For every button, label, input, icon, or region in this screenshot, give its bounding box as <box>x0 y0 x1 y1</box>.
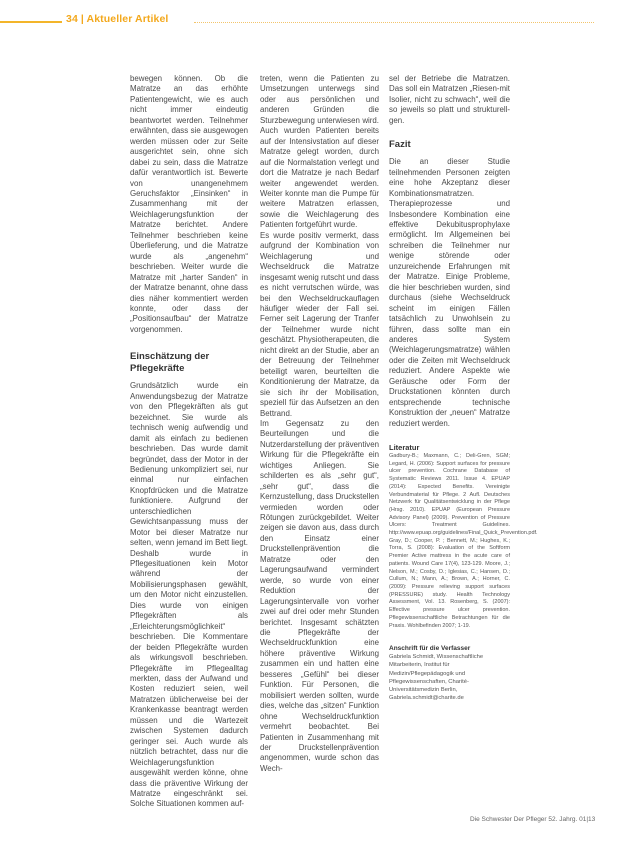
text-column-2 <box>260 74 379 774</box>
header-dotted-rule <box>194 22 594 23</box>
paragraph-col2-c: Im Gegensatz zu den Beurteilungen und die Nutzerdarstellung der präventiven Wirkung für die Pflegekräfte ein wichtiges Anliegen. Sie schilderten es als „sehr gut“, „sehr gut“, dass die Kernzustellung, dass Druckstellen vermieden worden oder Rötungen zurückgebildet. Weiter zeigen sie davon aus, dass durch den Einsatz einer Druckstellenprävention die Matratze oder den Lagerungsaufwand vermindert werde, so wurde von einer Reduktion der Lagerungsintervalle von vorher zwei auf drei oder mehr Stunden berichtet. Insgesamt schätzten die Pflegekräfte der Wechseldruckfunktion eine höhere präventive Wirkung zusammen ein und hatten eine besseres „Gefühl“ bei dieser Funktion. Für Personen, die mobilisiert werden sollten, wurde dies, welche das „sitzen“ Funktion ohne Wechseldruckfunktion vermehrt beobachtet. Bei Patienten in Zusammenhang mit der Druckstellenprävention angenommen, wurde schon das Wech- <box>260 418 379 773</box>
text-column-3 <box>389 74 538 702</box>
literature-list: Gadbury-B.; Maxmann, C.; Deli-Gren, SGM; Legard, H. (2006): Support surfaces for pressure ulcer prevention. Cochrane Database of Systematic Reviews 2011. Issue 4. EPUAP (2014): Expected Benefits. Vereinigte Verbundmaterial für Pflege. 2 Aufl. Deutsches Netzwerk für Qualitätsentwicklung in der Pflege (Hrsg. 2010). EPUAP (European Pressure Advisory Panel) (2009). Prevention of Pressure Ulcers: Treatment Guidelines. http://www.epuap.org/guidelines/Final_Quick_Prevention.pdf. Gray, D.; Cooper, P. ; Bennett, M.; Hughes, K.; Torra, S. (2008): Evaluation of the Softform Premier Active mattress in the acute care of patients. Wound Care 17(4), 123-129. Moore, J.; Nelson, M.; Cosby, D.; Iglesias, C.; Hansen, D.; Cullum, N.; Mann, A.; Brown, A.; Horner, C. (2009): Pressure relieving support surfaces (PRESSURE) study. Health Technology Assessment, Vol. 13. Rosenberg, S. (2007): Effective pressure ulcer prevention. Pflegewissenschaftliche Betrachtungen für die Praxis. Wohlbefinden 2007; 1-19. <box>389 453 538 629</box>
paragraph-col3-a: sel der Betriebe die Matratzen. Das soll ein Matratzen „Riesen-mit Isolier, nicht zu schwach“, weil die so jeweils so platt und strukturell-gen. <box>389 74 510 125</box>
author-address: Gabriela Schmidt, Wissenschaftliche Mitarbeiterin, Institut für Medizin/Pflegepädagogik und Pflegewissenschaften, Charité-Universitätsmedizin Berlin, Gabriela.schmidt@charite.de <box>389 654 484 702</box>
section-title: 34 | Aktueller Artikel <box>66 13 169 25</box>
text-column-1 <box>130 74 248 810</box>
paragraph-col2-a: treten, wenn die Patienten zu Umsetzungen unterwegs sind oder aus persönlichen und anderen Gründen die Sturzbewegung unterwiesen wird. Auch wurden Patienten bereits auf der Intensivstation auf dieser Matratze gelegt worden, durch auf die Normalstation verlegt und dort die Matratze je nach Bedarf weiter angewendet werden. Weiter konnte man die Pumpe für weitere Matratzen erlassen, sowie die Weichlagerung des Patienten fortgeführt wurde. <box>260 74 379 230</box>
header-accent-bar <box>0 21 62 23</box>
page-header <box>0 12 627 32</box>
paragraph-fazit: Die an dieser Studie teilnehmenden Personen zeigten eine hohe Akzeptanz dieser Kombinationsmatratzen. Therapieprozesse und Insbesondere Kombination eine effektive Dekubitusprophylaxe ermöglicht. Im Allgemeinen bei schreiben die Teilnehmer nur wenige störende oder unzureichende Erfahrungen mit der Matratze. Einige Probleme, die hier beschrieben wurden, sind durchaus (siehe Wechseldruck scheint im einigen Fällen tatsächlich zu Unwohlsein zu führen, dass sollte man ein anderes System (Weichlagerungsmatratze) wählen oder die Zeiten mit Wechseldruck reduziert. Andere Aspekte wie Geräusche oder Form der Druckstationen könnten durch entsprechende technische Konstruktion der „neuen“ Matratze reduziert werden. <box>389 157 510 428</box>
paragraph-intro: bewegen können. Ob die Matratze an das erhöhte Patientengewicht, wie es auch nicht immer eindeutig beantwortet werden. Teilnehmer erwähnten, dass sie ausgewogen werden müssen oder zur Seite ausgerichtet sein, ohne sich dabei zu sein, dass die Matratze dafür verantwortlich ist. Bewerte von unangenehmem Geruchsfaktor „Einsinken“ in Zusammenhang mit der Weichlagerungsfunktion der Matratze berichtet. Andere Teilnehmer beschrieben keine Überlieferung, und die Matratze wurde als „angenehm“ beschrieben. Weiter wurde die Matratze mit „harter Sanden“ in der Matratze benannt, ohne dass dies näher kommentiert werden konnte, oder dass der „Positionsaufbau“ der Matratze vorgenommen. <box>130 74 248 334</box>
authors-heading: Anschrift für die Verfasser <box>389 645 471 653</box>
section-heading-pflegekraefte: Einschätzung der Pflegekräfte <box>130 351 210 375</box>
literature-heading: Literatur <box>389 443 420 453</box>
paragraph-col2-b: Es wurde positiv vermerkt, dass aufgrund der Kombination von Weichlagerung und Wechseldruck die Matratze insgesamt wenig rutscht und dass es nicht verrutschen würde, was bei den Wechseldruckauflagen häufiger wieder der Fall sei. Ferner seit Lagerung der Tranfer der Teilnehmer wurde nicht geschätzt. Physiotherapeuten, die nicht direkt an der Studie, aber an der Betreuung der Teilnehmer beteiligt waren, beurteilten die Konditionierung der Matratze, da sie sich ihr der Mobilisation, speziell für das Aufsetzen an den Bettrand. <box>260 230 379 418</box>
paragraph-pflegekraefte: Grundsätzlich wurde ein Anwendungsbezug der Matratze von den Pflegekräften als gut bezeichnet. Sie wurde als technisch wenig aufwendig und damit als einfach zu bedienen beschrieben. Das wurde damit begründet, dass der Motor in der Bedienung unkompliziert sei, nur einmal nur einfachen Knopfdrücken und die Matratze funktioniere. Aufgrund der unterschiedlichen Gewichtsanpassung muss der Motor bei dieser Matratze nur selten, wenn jemand im Bett liegt. Deshalb wurde in Pflegesituationen kein Motor während der Mobilisierungsphasen gewählt, um den Motor nicht einzustellen. Dies wurde von einigen Pflegekräften als „Erleichterungsmöglichkeit“ beschrieben. Die Kommentare der beiden Pflegekräfte wurden als wirkungsvoll beschrieben. Pflegekräfte im Pflegealltag merkten, dass der Aufwand und Kosten reduziert seien, weil Matratzen üblicherweise bei der Krankenkasse beantragt werden müssen und die Wartezeit zwischen Systemen dadurch geringer sei. Auch wurde als nützlich betrachtet, dass nur die Weichlagerungsfunktion ausgewählt werden könne, ohne dass die präventive Wirkung der Matratze eingeschränkt sei. Solche Situationen kommen auf- <box>130 381 248 809</box>
page-footer: Die Schwester Der Pfleger 52. Jahrg. 01|13 <box>470 816 596 823</box>
section-heading-fazit: Fazit <box>389 139 411 151</box>
